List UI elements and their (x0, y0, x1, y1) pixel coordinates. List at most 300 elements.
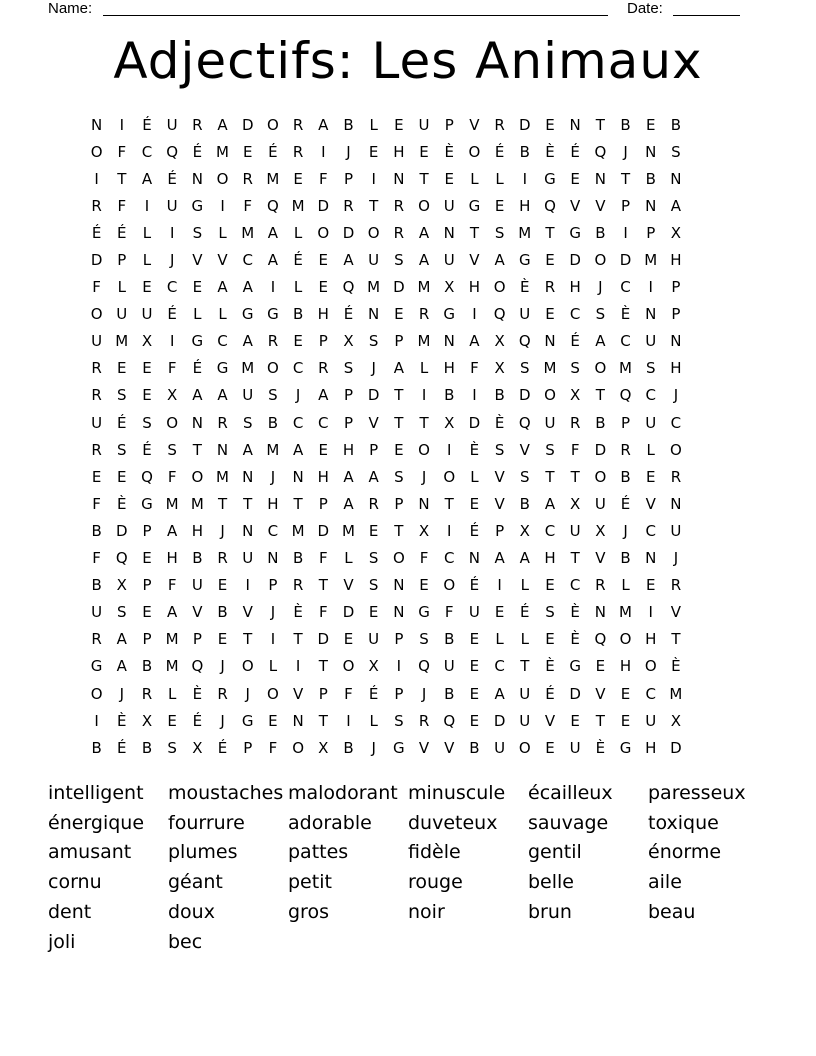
grid-letter: U (418, 115, 430, 134)
grid-letter: V (469, 251, 480, 270)
grid-letter: N (368, 305, 380, 324)
grid-letter: T (570, 467, 580, 486)
word-bank-item: belle (528, 871, 574, 894)
grid-letter: B (292, 305, 304, 324)
grid-letter: B (444, 386, 455, 405)
grid-letter: S (167, 738, 177, 757)
grid-letter: H (317, 467, 329, 486)
word-bank-row (48, 927, 768, 957)
grid-letter: A (494, 251, 505, 270)
grid-letter: R (368, 494, 379, 513)
grid-letter: T (595, 711, 605, 730)
grid-row (84, 328, 739, 355)
grid-letter: R (318, 359, 329, 378)
grid-letter: C (494, 657, 505, 676)
grid-letter: H (342, 440, 355, 459)
grid-letter: E (368, 142, 379, 161)
grid-row (84, 626, 739, 653)
grid-letter: T (243, 494, 253, 513)
grid-letter: J (119, 684, 124, 703)
grid-letter: S (368, 332, 379, 351)
grid-letter: I (169, 332, 175, 351)
grid-letter: E (545, 251, 555, 270)
grid-letter: N (418, 494, 430, 513)
grid-letter: R (267, 332, 279, 351)
grid-letter: E (91, 467, 102, 486)
grid-letter: I (421, 386, 427, 405)
grid-letter: D (619, 251, 632, 270)
grid-letter: T (394, 413, 404, 432)
grid-letter: A (242, 332, 253, 351)
grid-letter: A (494, 684, 505, 703)
grid-letter: F (92, 549, 101, 568)
grid-letter: C (569, 305, 581, 324)
grid-letter: F (268, 738, 278, 757)
grid-letter: S (595, 305, 606, 324)
grid-letter: O (594, 467, 607, 486)
grid-letter: É (520, 603, 530, 622)
grid-letter: É (117, 738, 127, 757)
grid-letter: L (167, 684, 177, 703)
grid-letter: N (645, 305, 657, 324)
grid-letter: F (167, 467, 177, 486)
grid-letter: U (368, 251, 380, 270)
grid-letter: A (192, 386, 203, 405)
grid-letter: É (142, 115, 152, 134)
grid-letter: E (142, 386, 152, 405)
grid-letter: A (242, 278, 253, 297)
grid-letter: X (670, 223, 682, 242)
grid-letter: U (443, 251, 455, 270)
grid-letter: F (92, 278, 101, 297)
grid-letter: T (419, 413, 429, 432)
grid-letter: I (472, 386, 477, 405)
grid-letter: H (569, 278, 581, 297)
grid-letter: É (469, 576, 480, 595)
grid-letter: P (117, 251, 127, 270)
grid-letter: J (673, 549, 679, 568)
grid-letter: H (267, 494, 279, 513)
word-bank-item: toxique (648, 811, 719, 834)
grid-letter: E (142, 359, 152, 378)
grid-letter: O (392, 549, 405, 568)
grid-letter: R (91, 630, 102, 649)
grid-letter: F (419, 549, 429, 568)
grid-letter: R (595, 576, 606, 595)
word-bank-item: malodorant (288, 781, 398, 804)
grid-letter: V (192, 603, 203, 622)
grid-letter: O (90, 142, 103, 161)
grid-letter: U (645, 332, 657, 351)
grid-letter: E (469, 494, 480, 513)
grid-letter: R (217, 684, 228, 703)
grid-letter: É (343, 305, 354, 324)
grid-letter: E (394, 305, 404, 324)
grid-letter: V (519, 440, 530, 459)
word-bank-item: paresseux (648, 781, 746, 804)
name-blank-line (103, 15, 608, 16)
grid-letter: P (495, 521, 505, 540)
grid-letter: E (368, 521, 379, 540)
grid-letter: È (117, 494, 127, 513)
grid-letter: S (394, 711, 404, 730)
grid-letter: E (142, 603, 152, 622)
grid-letter: R (217, 413, 228, 432)
word-bank-item: duveteux (408, 811, 498, 834)
grid-letter: È (444, 142, 454, 161)
grid-letter: E (469, 711, 480, 730)
grid-letter: È (570, 630, 580, 649)
grid-letter: E (242, 142, 253, 161)
grid-letter: A (418, 223, 430, 242)
grid-letter: R (91, 386, 102, 405)
grid-letter: D (670, 738, 682, 757)
grid-letter: I (522, 169, 527, 188)
grid-letter: D (90, 251, 103, 270)
grid-letter: S (419, 630, 429, 649)
grid-letter: P (671, 305, 681, 324)
grid-row (84, 301, 739, 328)
grid-letter: C (292, 413, 304, 432)
grid-letter: B (91, 521, 102, 540)
word-bank-item: sauvage (528, 811, 609, 834)
grid-letter: U (594, 494, 606, 513)
grid-letter: C (141, 142, 153, 161)
grid-letter: T (318, 657, 328, 676)
grid-letter: V (595, 549, 606, 568)
word-bank-item: bec (168, 930, 203, 953)
grid-letter: È (671, 657, 681, 676)
grid-letter: T (293, 494, 303, 513)
grid-letter: S (167, 440, 177, 459)
grid-letter: S (343, 359, 354, 378)
grid-letter: N (216, 440, 229, 459)
grid-letter: A (393, 359, 404, 378)
grid-row (84, 409, 739, 436)
word-search-grid (84, 111, 739, 761)
grid-letter: I (245, 576, 250, 595)
grid-letter: X (141, 711, 153, 730)
grid-letter: N (569, 115, 581, 134)
grid-letter: L (293, 223, 303, 242)
grid-letter: R (292, 142, 304, 161)
grid-letter: U (368, 630, 380, 649)
grid-letter: V (242, 603, 253, 622)
grid-letter: O (216, 169, 229, 188)
grid-letter: L (369, 711, 378, 730)
grid-letter: C (267, 521, 279, 540)
grid-letter: B (444, 684, 455, 703)
grid-letter: L (117, 278, 126, 297)
grid-letter: A (494, 549, 505, 568)
grid-letter: N (468, 549, 481, 568)
grid-letter: T (595, 386, 605, 405)
word-bank-row (48, 778, 768, 808)
grid-letter: P (394, 684, 404, 703)
grid-letter: I (472, 305, 477, 324)
grid-letter: P (192, 630, 202, 649)
grid-letter: C (217, 332, 228, 351)
grid-letter: O (267, 115, 279, 134)
grid-letter: T (520, 657, 530, 676)
grid-letter: M (341, 521, 355, 540)
grid-letter: I (346, 711, 351, 730)
grid-letter: N (191, 169, 203, 188)
grid-letter: E (570, 711, 580, 730)
grid-letter: É (268, 142, 278, 161)
grid-letter: É (192, 359, 203, 378)
grid-letter: D (317, 630, 330, 649)
grid-letter: P (621, 196, 631, 215)
grid-letter: È (520, 278, 530, 297)
grid-letter: P (671, 278, 681, 297)
grid-letter: N (670, 332, 682, 351)
grid-letter: Q (619, 386, 632, 405)
grid-letter: P (444, 115, 454, 134)
grid-letter: S (394, 251, 404, 270)
grid-letter: F (167, 576, 177, 595)
grid-letter: H (443, 359, 455, 378)
grid-letter: É (545, 684, 555, 703)
grid-letter: Q (518, 332, 531, 351)
grid-letter: M (216, 467, 229, 486)
grid-letter: E (293, 169, 303, 188)
grid-letter: V (192, 251, 203, 270)
grid-letter: É (117, 413, 127, 432)
grid-letter: E (419, 142, 429, 161)
grid-row (84, 219, 739, 246)
grid-letter: É (570, 142, 580, 161)
grid-letter: U (569, 521, 581, 540)
grid-letter: R (242, 169, 253, 188)
grid-letter: V (544, 711, 556, 730)
grid-letter: C (645, 521, 656, 540)
grid-letter: É (167, 305, 177, 324)
grid-letter: O (518, 738, 531, 757)
grid-letter: R (292, 576, 304, 595)
grid-letter: J (220, 521, 225, 540)
grid-letter: E (268, 711, 278, 730)
grid-letter: E (620, 711, 631, 730)
grid-letter: L (621, 576, 630, 595)
grid-letter: O (342, 657, 355, 676)
grid-letter: M (165, 630, 179, 649)
grid-letter: B (519, 494, 530, 513)
grid-letter: G (393, 738, 405, 757)
grid-letter: M (543, 359, 557, 378)
grid-letter: L (369, 115, 378, 134)
grid-letter: Q (518, 413, 531, 432)
grid-letter: G (267, 305, 279, 324)
grid-letter: N (594, 603, 606, 622)
grid-letter: L (520, 630, 529, 649)
grid-letter: E (117, 467, 127, 486)
grid-letter: R (569, 413, 581, 432)
grid-letter: X (343, 332, 354, 351)
grid-letter: V (494, 467, 505, 486)
word-bank-item: pattes (288, 841, 349, 864)
grid-letter: E (469, 657, 480, 676)
grid-letter: D (317, 521, 330, 540)
grid-letter: P (243, 738, 253, 757)
grid-letter: U (544, 413, 556, 432)
grid-letter: Q (594, 142, 607, 161)
grid-letter: X (167, 386, 178, 405)
grid-letter: Q (443, 711, 456, 730)
grid-row (84, 545, 739, 572)
grid-letter: R (393, 196, 405, 215)
grid-letter: N (443, 223, 455, 242)
grid-letter: U (569, 738, 581, 757)
grid-letter: E (368, 603, 379, 622)
grid-letter: A (595, 332, 606, 351)
grid-letter: L (344, 549, 353, 568)
grid-letter: X (670, 711, 682, 730)
grid-letter: E (117, 359, 127, 378)
grid-letter: O (191, 467, 204, 486)
grid-letter: H (670, 251, 682, 270)
grid-letter: U (645, 711, 657, 730)
grid-letter: A (368, 467, 379, 486)
grid-letter: J (220, 711, 225, 730)
word-bank-item: énergique (48, 811, 145, 834)
grid-letter: D (468, 413, 481, 432)
grid-letter: X (570, 386, 581, 405)
grid-letter: B (620, 549, 631, 568)
grid-letter: S (520, 359, 530, 378)
grid-letter: B (519, 142, 530, 161)
word-bank-item: rouge (408, 871, 463, 894)
grid-letter: X (116, 576, 127, 595)
grid-letter: A (544, 494, 556, 513)
grid-letter: V (469, 115, 480, 134)
grid-letter: A (343, 494, 354, 513)
grid-letter: E (645, 576, 656, 595)
grid-letter: M (266, 169, 280, 188)
grid-letter: D (519, 115, 531, 134)
grid-letter: C (645, 386, 656, 405)
grid-letter: S (117, 440, 127, 459)
grid-letter: A (217, 115, 228, 134)
grid-letter: A (242, 440, 253, 459)
grid-letter: R (217, 549, 228, 568)
grid-letter: G (191, 196, 204, 215)
grid-letter: S (242, 413, 253, 432)
word-bank-item: petit (288, 871, 332, 894)
grid-letter: I (295, 657, 301, 676)
grid-letter: M (266, 440, 280, 459)
word-bank-item: aile (648, 871, 682, 894)
grid-letter: T (117, 169, 127, 188)
grid-letter: R (393, 223, 405, 242)
grid-letter: M (619, 359, 632, 378)
grid-letter: I (169, 223, 175, 242)
grid-letter: C (645, 684, 656, 703)
grid-letter: É (217, 738, 228, 757)
grid-letter: U (519, 305, 531, 324)
grid-letter: È (117, 711, 127, 730)
grid-letter: D (393, 278, 405, 297)
grid-letter: E (343, 630, 354, 649)
grid-letter: I (321, 142, 326, 161)
grid-row (84, 246, 739, 273)
grid-letter: G (544, 169, 556, 188)
grid-letter: C (569, 576, 581, 595)
grid-letter: T (545, 467, 555, 486)
grid-letter: U (494, 738, 506, 757)
grid-letter: E (394, 440, 404, 459)
grid-letter: E (318, 440, 329, 459)
grid-letter: N (670, 494, 682, 513)
grid-letter: É (368, 684, 379, 703)
grid-letter: S (268, 386, 278, 405)
grid-letter: E (217, 576, 228, 595)
grid-letter: E (595, 657, 606, 676)
grid-letter: U (443, 657, 455, 676)
grid-letter: V (418, 738, 430, 757)
grid-letter: E (167, 711, 177, 730)
grid-letter: N (191, 413, 203, 432)
grid-row (84, 734, 739, 761)
grid-row (84, 355, 739, 382)
grid-letter: É (494, 142, 505, 161)
grid-letter: J (421, 684, 427, 703)
grid-letter: N (443, 332, 455, 351)
grid-letter: E (494, 603, 505, 622)
grid-letter: N (645, 142, 657, 161)
grid-letter: F (318, 603, 328, 622)
word-bank-item: gros (288, 901, 329, 924)
grid-letter: S (671, 142, 681, 161)
grid-letter: S (545, 603, 555, 622)
grid-letter: P (268, 576, 278, 595)
word-bank-item: noir (408, 901, 445, 924)
grid-letter: A (217, 386, 228, 405)
word-bank-item: fidèle (408, 841, 461, 864)
grid-letter: D (569, 251, 581, 270)
grid-letter: E (620, 684, 631, 703)
grid-letter: D (519, 386, 531, 405)
grid-letter: L (142, 251, 152, 270)
grid-letter: V (444, 738, 455, 757)
grid-letter: A (167, 603, 178, 622)
grid-letter: M (518, 223, 532, 242)
grid-letter: E (142, 278, 152, 297)
grid-letter: È (595, 738, 606, 757)
grid-letter: N (267, 549, 279, 568)
grid-letter: V (217, 251, 228, 270)
grid-letter: P (621, 413, 631, 432)
grid-letter: F (318, 549, 328, 568)
grid-letter: È (620, 305, 631, 324)
grid-letter: M (165, 494, 179, 513)
grid-letter: B (292, 549, 304, 568)
grid-letter: O (670, 440, 682, 459)
grid-letter: G (141, 494, 153, 513)
grid-letter: G (619, 738, 632, 757)
grid-letter: X (494, 332, 505, 351)
grid-letter: E (570, 169, 580, 188)
grid-letter: É (117, 223, 127, 242)
grid-letter: I (497, 576, 502, 595)
grid-letter: D (241, 115, 254, 134)
grid-letter: R (343, 196, 354, 215)
grid-letter: É (91, 223, 102, 242)
grid-letter: T (192, 440, 202, 459)
grid-letter: F (167, 359, 177, 378)
grid-letter: B (91, 576, 102, 595)
grid-letter: S (520, 467, 530, 486)
